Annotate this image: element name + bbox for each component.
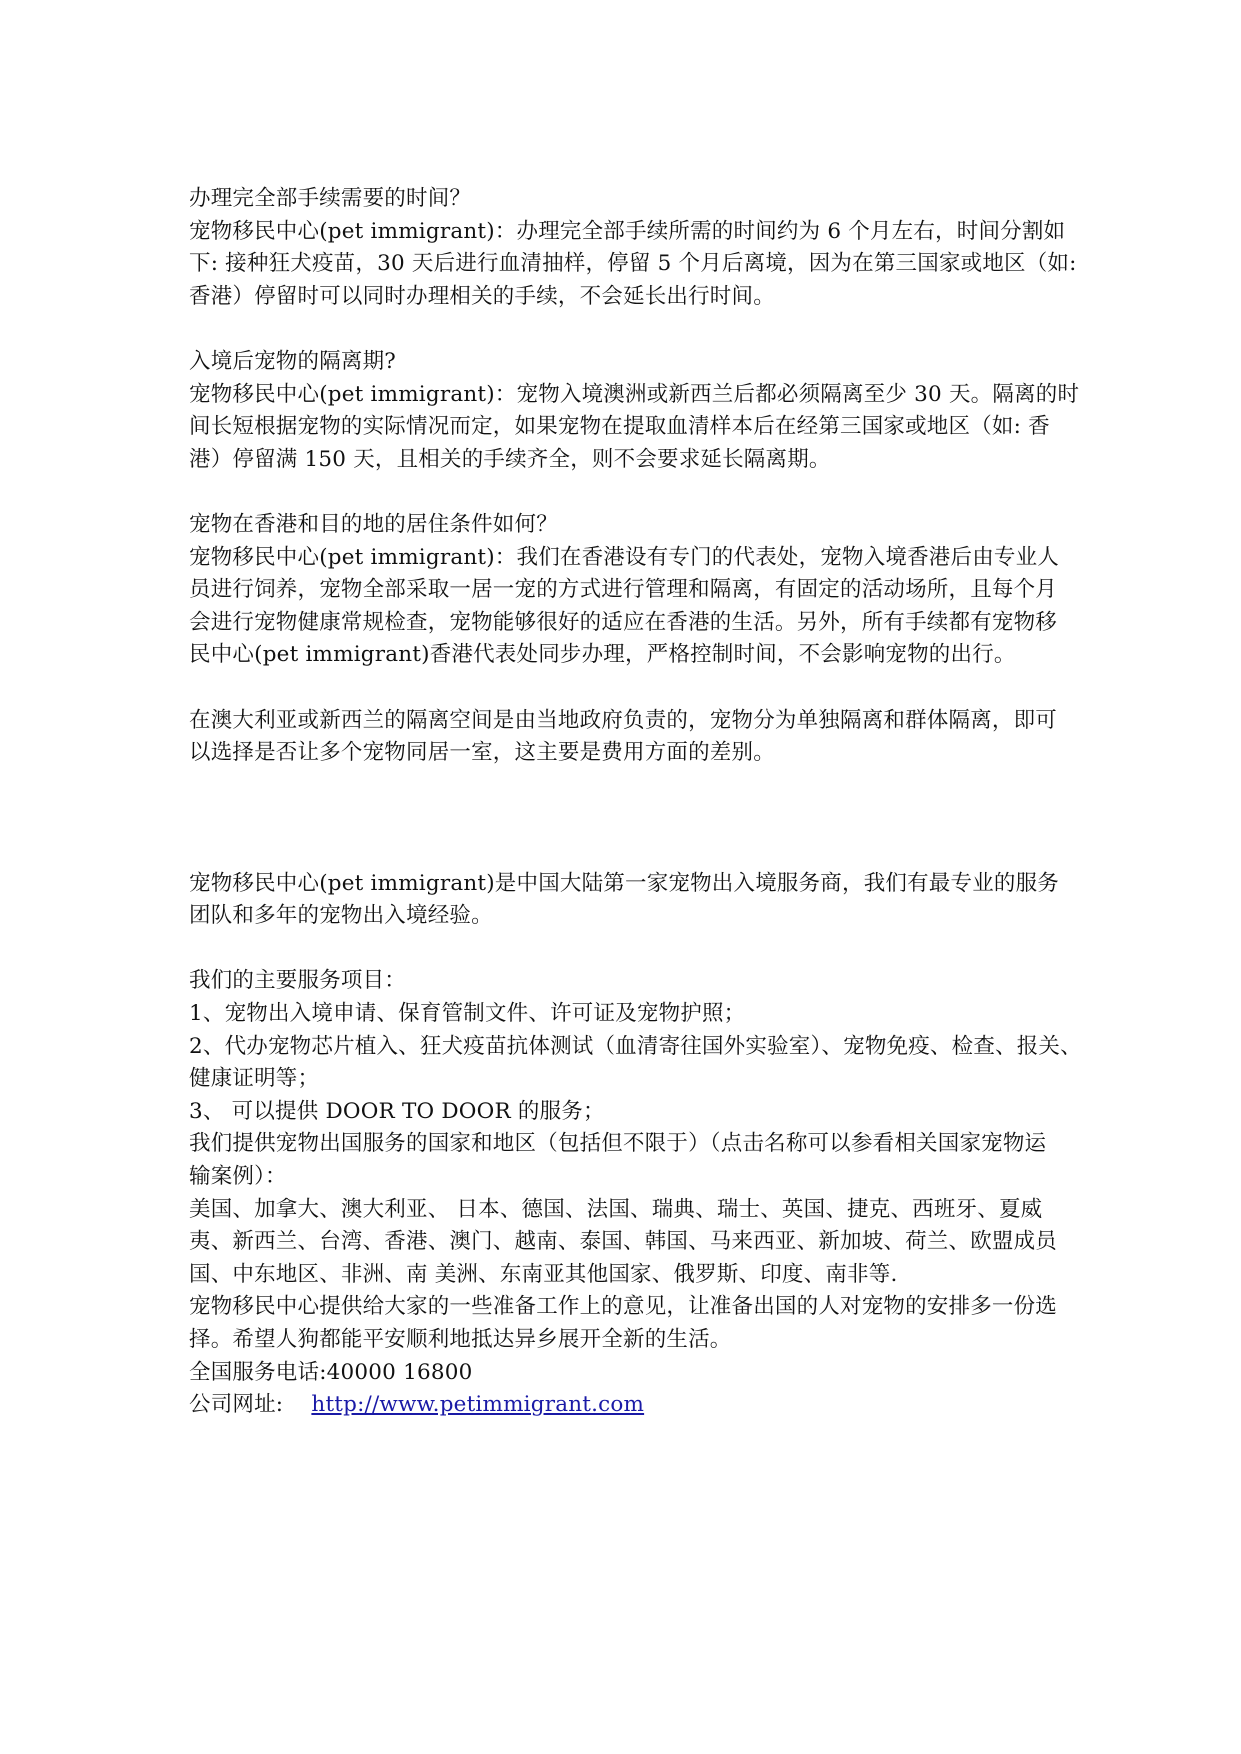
countries-intro-line: 输案例）： — [189, 1164, 287, 1190]
countries-list-line: 国、中东地区、非洲、南 美洲、东南亚其他国家、俄罗斯、印度、南非等. — [189, 1261, 898, 1287]
website-row — [189, 1389, 1061, 1422]
website-link[interactable]: http://www.petimmigrant.com — [311, 1392, 645, 1418]
closing-line: 择。希望人狗都能平安顺利地抵达异乡展开全新的生活。 — [189, 1327, 732, 1352]
quarantine-note-line: 在澳大利亚或新西兰的隔离空间是由当地政府负责的，宠物分为单独隔离和群体隔离，即可 — [189, 707, 1058, 733]
service-item: 健康证明等； — [189, 1066, 320, 1092]
answer-line: 间长短根据宠物的实际情况而定，如果宠物在提取血清样本后在经第三国家或地区（如: 香 — [189, 414, 1050, 440]
service-item: 2、代办宠物芯片植入、狂犬疫苗抗体测试（血清寄往国外实验室）、宠物免疫、检查、报关、 — [189, 1033, 1082, 1059]
website-label: 公司网址: — [189, 1392, 284, 1418]
services-title: 我们的主要服务项目： — [189, 968, 407, 994]
service-item: 3、 可以提供 DOOR TO DOOR 的服务； — [189, 1098, 605, 1124]
answer-line: 下: 接种狂犬疫苗，30 天后进行血清抽样，停留 5 个月后离境，因为在第三国家或地区（如: — [189, 251, 1077, 277]
answer-line: 会进行宠物健康常规检查，宠物能够很好的适应在香港的生活。另外，所有手续都有宠物移 — [189, 609, 1058, 635]
closing-line: 宠物移民中心提供给大家的一些准备工作上的意见，让准备出国的人对宠物的安排多一份选 — [189, 1294, 1058, 1320]
answer-line: 香港）停留时可以同时办理相关的手续，不会延长出行时间。 — [189, 283, 775, 309]
document-page — [189, 183, 1082, 1422]
answer-line: 宠物移民中心(pet immigrant)：办理完全部手续所需的时间约为 6 个月左右，时间分割如 — [189, 218, 1066, 244]
answer-line: 民中心(pet immigrant)香港代表处同步办理，严格控制时间，不会影响宠物的出行。 — [189, 642, 1016, 668]
countries-intro-line: 我们提供宠物出国服务的国家和地区（包括但不限于）（点击名称可以参看相关国家宠物运 — [189, 1131, 1047, 1157]
countries-list-line: 美国、加拿大、澳大利亚、 日本、德国、法国、瑞典、瑞士、英国、捷克、西班牙、夏威 — [189, 1196, 1043, 1222]
answer-line: 员进行饲养，宠物全部采取一居一宠的方式进行管理和隔离，有固定的活动场所，且每个月 — [189, 577, 1058, 603]
answer-line: 港）停留满 150 天，且相关的手续齐全，则不会要求延长隔离期。 — [189, 446, 831, 472]
company-intro-line: 宠物移民中心(pet immigrant)是中国大陆第一家宠物出入境服务商，我们有最专业的服务 — [189, 870, 1060, 896]
service-phone: 全国服务电话:40000 16800 — [189, 1359, 473, 1385]
answer-line: 宠物移民中心(pet immigrant)：我们在香港设有专门的代表处，宠物入境香港后由专业人 — [189, 544, 1060, 570]
countries-list-line: 夷、新西兰、台湾、香港、澳门、越南、泰国、韩国、马来西亚、新加坡、荷兰、欧盟成员 — [189, 1229, 1058, 1255]
answer-line: 宠物移民中心(pet immigrant)：宠物入境澳洲或新西兰后都必须隔离至少 30 天。隔离的时 — [189, 381, 1080, 407]
company-intro-line: 团队和多年的宠物出入境经验。 — [189, 903, 493, 929]
question-processing-time: 办理完全部手续需要的时间？ — [189, 186, 472, 211]
service-item: 1、宠物出入境申请、保育管制文件、许可证及宠物护照； — [189, 1001, 746, 1027]
question-living-conditions: 宠物在香港和目的地的居住条件如何？ — [189, 511, 558, 537]
quarantine-note-line: 以选择是否让多个宠物同居一室，这主要是费用方面的差别。 — [189, 740, 775, 766]
question-quarantine-period: 入境后宠物的隔离期? — [189, 348, 397, 374]
